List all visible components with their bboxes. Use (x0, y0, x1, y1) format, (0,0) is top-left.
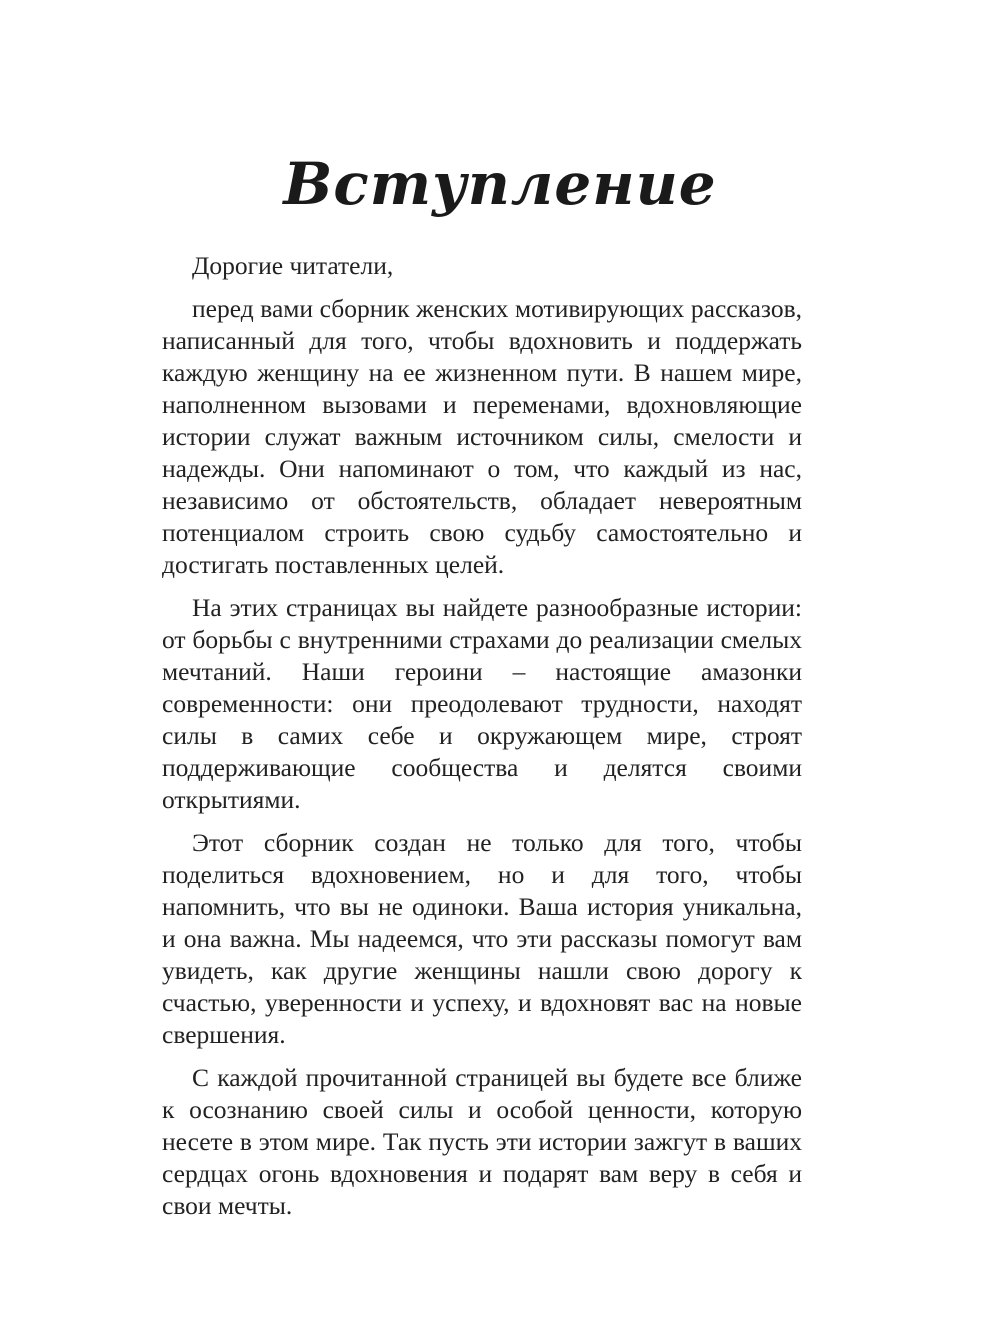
paragraph-3: Этот сборник создан не только для того, чтобы поделиться вдохновением, но и для того, чтобы напомнить, что вы не одиноки. Ваша история уникальна, и она важна. Мы надеемся, что эти рассказы помогут вам увидеть, как другие женщины нашли свою дорогу к счастью, уверенности и успеху, и вдохновят вас на новые свершения. (162, 828, 802, 1049)
body-text (162, 250, 802, 1233)
paragraph-1: перед вами сборник женских мотивирующих рассказов, написанный для того, чтобы вдохновить и поддержать каждую женщину на ее жизненном пути. В нашем мире, наполненном вызовами и переменами, вдохновляющие истории служат важным источником силы, смелости и надежды. Они напоминают о том, что каждый из нас, независимо от обстоятельств, обладает невероятным потенциалом строить свою судьбу самостоятельно и достигать поставленных целей. (162, 294, 802, 579)
paragraph-2: На этих страницах вы найдете разнообразные истории: от борьбы с внутренними страхами до реализации смелых мечтаний. Наши героини – настоящие амазонки современности: они преодолевают трудности, находят силы в самих себе и окружающем мире, строят поддерживающие сообщества и делятся своими открытиями. (162, 593, 802, 814)
greeting: Дорогие читатели, (192, 251, 394, 280)
chapter-title: Вступление (283, 150, 717, 218)
paragraph-4: С каждой прочитанной страницей вы будете все ближе к осознанию своей силы и особой ценности, которую несете в этом мире. Так пусть эти истории зажгут в ваших сердцах огонь вдохновения и подарят вам веру в себя и свои мечты. (162, 1063, 802, 1220)
